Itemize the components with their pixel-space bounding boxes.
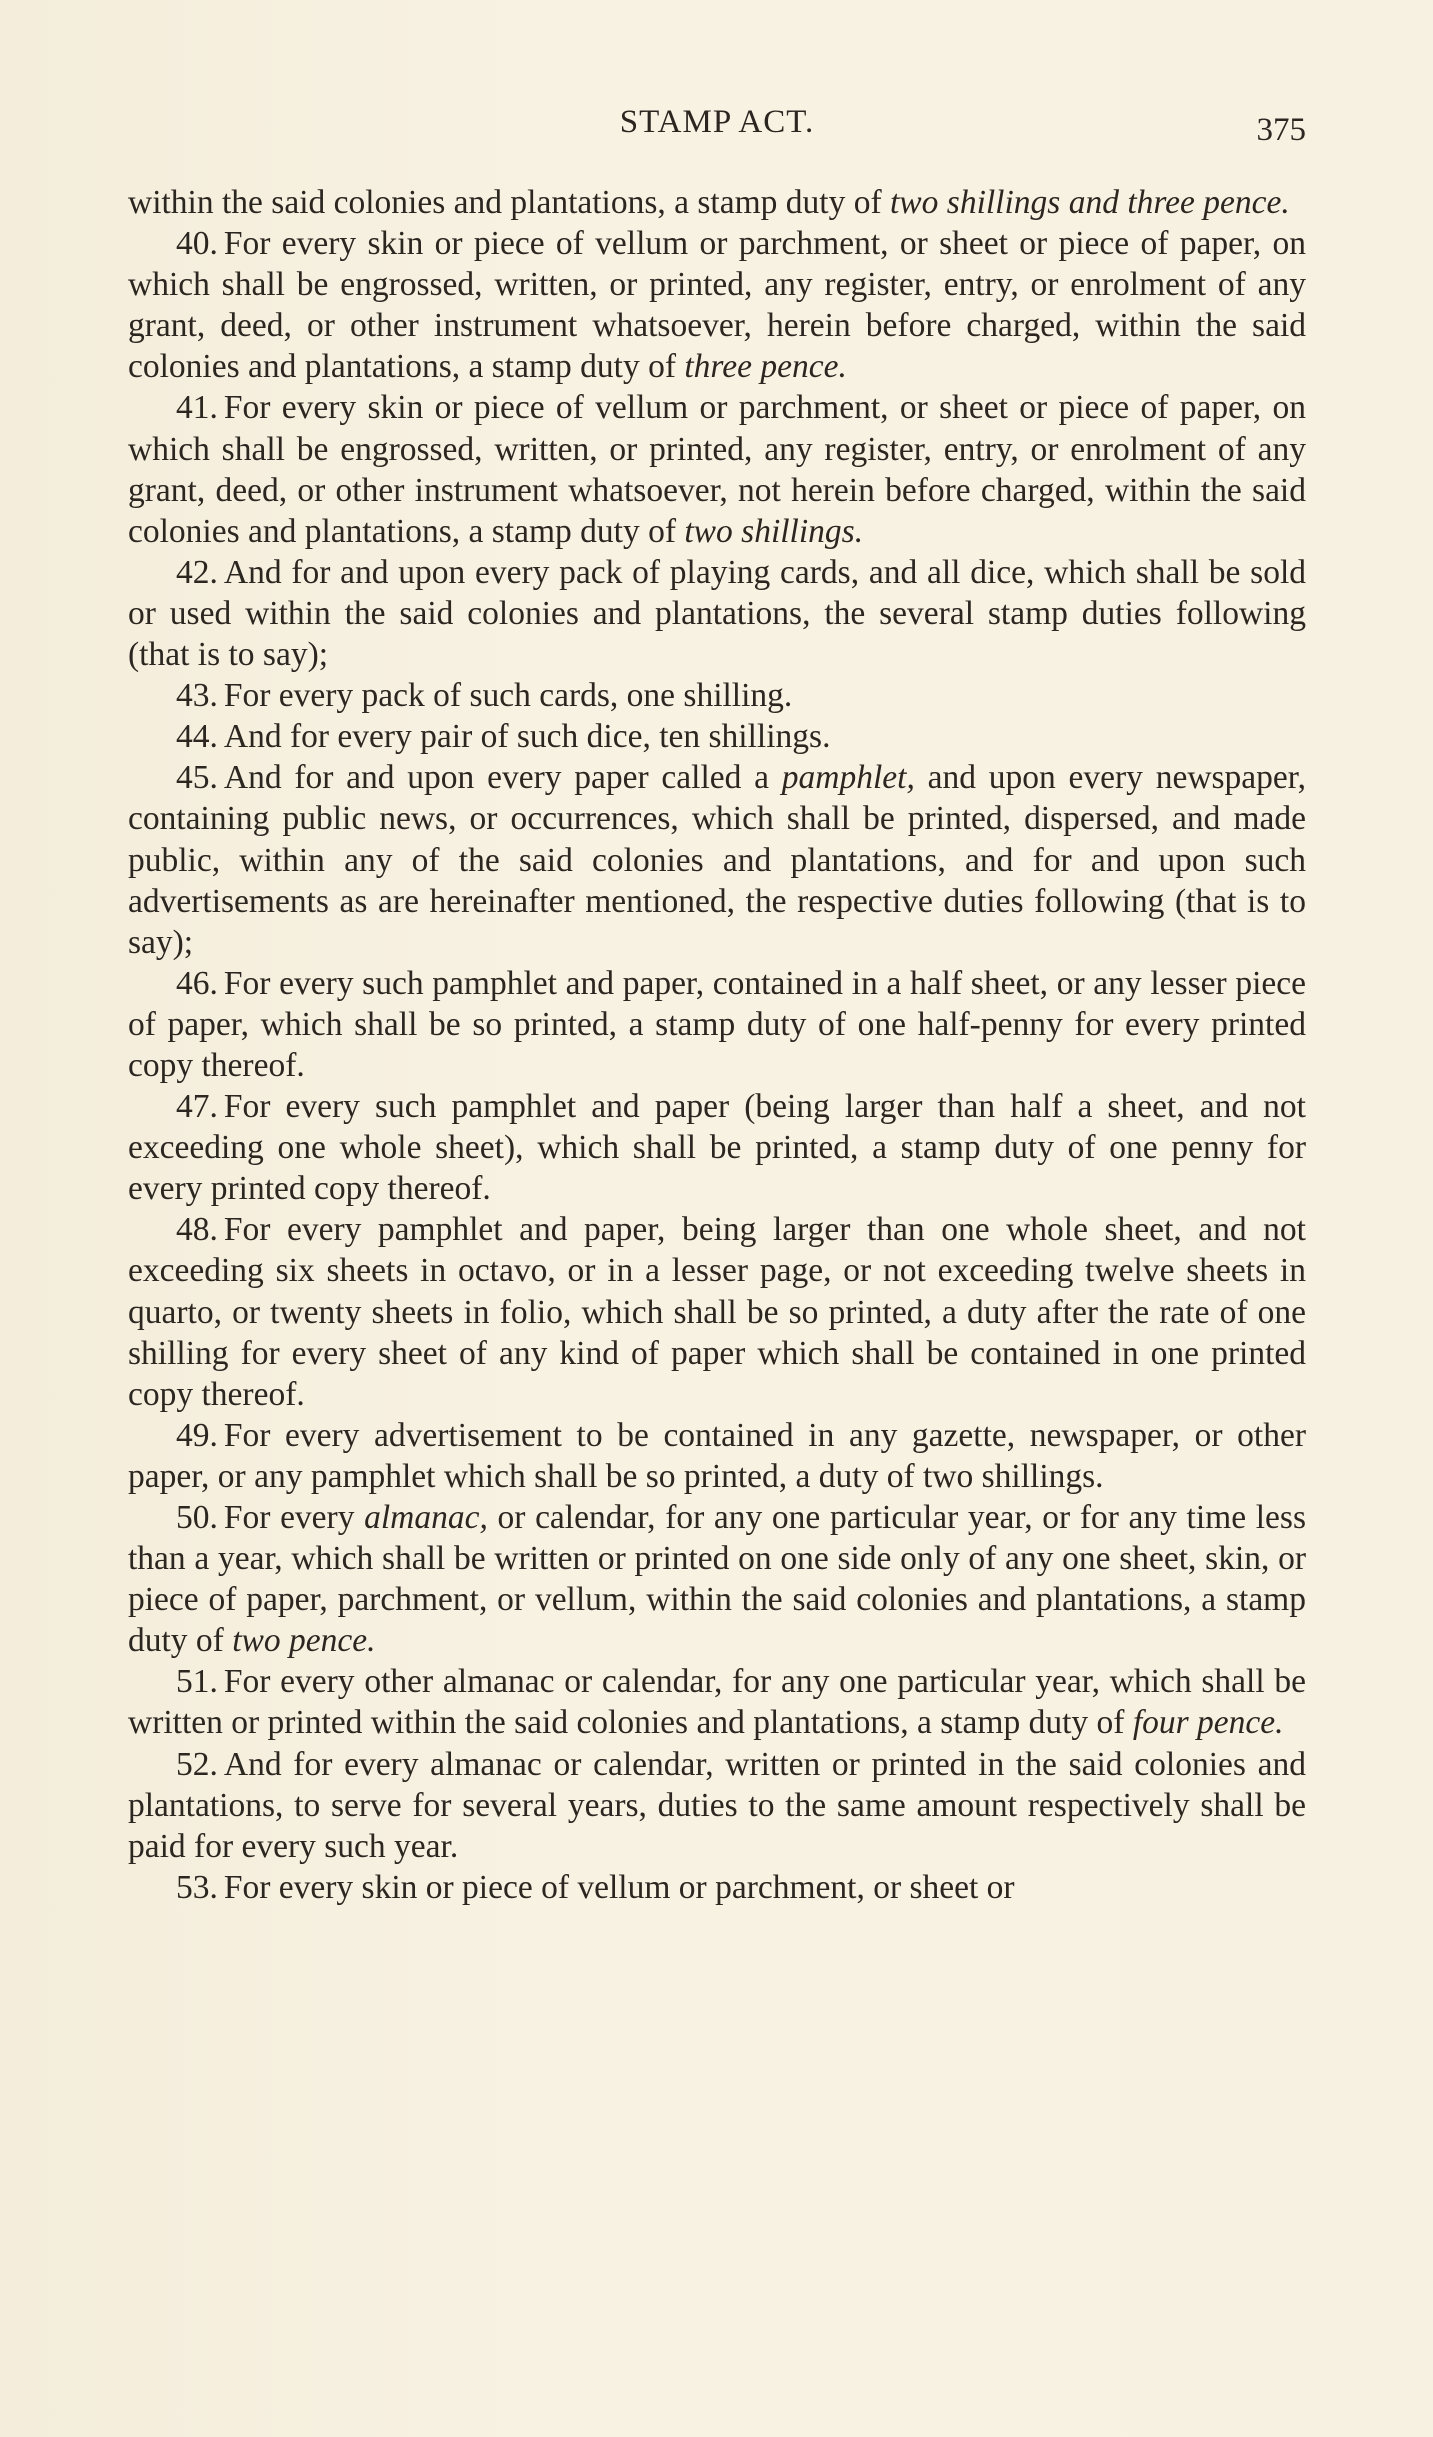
- paragraph: [128, 552, 1306, 675]
- paragraph: [128, 1497, 1306, 1661]
- text-run: And for every pair of such dice, ten shillings.: [223, 718, 831, 756]
- paragraph: [128, 1661, 1306, 1743]
- page-header: [128, 104, 1306, 154]
- paragraph: [128, 223, 1306, 387]
- italic-text: pamphlet,: [781, 759, 915, 797]
- paragraph: [128, 963, 1306, 1086]
- body-text: [128, 182, 1306, 1908]
- text-run: For every such pamphlet and paper (being larger than half a sheet, and not exceeding one whole sheet), which shall be printed, a stamp duty of one penny for every printed copy thereof.: [128, 1088, 1306, 1208]
- text-run: For every pack of such cards, one shilling.: [223, 677, 793, 715]
- italic-text: three pence.: [684, 348, 847, 386]
- paragraph: [128, 675, 1306, 716]
- running-head: STAMP ACT.: [619, 104, 815, 140]
- italic-text: two shillings.: [684, 512, 864, 550]
- text-run: For every such pamphlet and paper, contained in a half sheet, or any lesser piece of paper, which shall be so printed, a stamp duty of one half-penny for every printed copy thereof.: [128, 964, 1306, 1084]
- paragraph: [128, 1209, 1306, 1414]
- paragraph: [128, 757, 1306, 962]
- section-number: 52.: [176, 1745, 218, 1783]
- section-number: 42.: [176, 553, 218, 591]
- section-number: 53.: [176, 1868, 218, 1906]
- section-number: 50.: [176, 1499, 218, 1536]
- text-run: For every: [223, 1499, 365, 1536]
- paragraph: [128, 1744, 1306, 1867]
- paragraph: [128, 387, 1306, 551]
- text-run: For every skin or piece of vellum or parchment, or sheet or piece of paper, on which shall be engrossed, written, or printed, any register, entry, or enrolment of any grant, deed, or other instrument whatsoever, herein before charged, within the said colonies and plantations, a stamp duty of: [128, 225, 1306, 386]
- italic-text: two pence.: [232, 1622, 376, 1660]
- text-run: For every skin or piece of vellum or parchment, or sheet or: [223, 1868, 1015, 1906]
- text-run: And for every almanac or calendar, written or printed in the said colonies and plantations, to serve for several years, duties to the same amount respectively shall be paid for every such year.: [128, 1745, 1306, 1865]
- text-run: within the said colonies and plantations, a stamp duty of: [128, 184, 890, 221]
- section-number: 46.: [176, 964, 218, 1002]
- text-run: For every skin or piece of vellum or parchment, or sheet or piece of paper, on which shall be engrossed, written, or printed, any register, entry, or enrolment of any grant, deed, or other instrument whatsoever, not herein before charged, within the said colonies and plantations, a stamp duty of: [128, 389, 1306, 550]
- paragraph: [128, 1086, 1306, 1209]
- italic-text: four pence.: [1132, 1704, 1284, 1742]
- section-number: 43.: [176, 677, 218, 715]
- text-run: For every advertisement to be contained in any gazette, newspaper, or other paper, or any pamphlet which shall be so printed, a duty of two shillings.: [128, 1416, 1306, 1495]
- section-number: 45.: [176, 759, 218, 797]
- section-number: 40.: [176, 225, 218, 263]
- text-run: For every pamphlet and paper, being larger than one whole sheet, and not exceeding six sheets in octavo, or in a lesser page, or not exceeding twelve sheets in quarto, or twenty sheets in folio, which shall be so printed, a duty after the rate of one shilling for every sheet of any kind of paper which shall be contained in one printed copy thereof.: [128, 1211, 1306, 1413]
- section-number: 51.: [176, 1663, 218, 1701]
- text-run: For every other almanac or calendar, for any one particular year, which shall be written or printed within the said colonies and plantations, a stamp duty of: [128, 1663, 1306, 1742]
- section-number: 44.: [176, 718, 218, 756]
- page-number: 375: [1256, 112, 1306, 148]
- paragraph: [128, 716, 1306, 757]
- section-number: 49.: [176, 1416, 218, 1454]
- italic-text: almanac,: [364, 1499, 488, 1536]
- text-run: And for and upon every paper called a: [223, 759, 782, 797]
- paragraph: [128, 1415, 1306, 1497]
- text-run: And for and upon every pack of playing cards, and all dice, which shall be sold or used within the said colonies and plantations, the several stamp duties following (that is to say);: [128, 553, 1306, 674]
- section-number: 41.: [176, 389, 218, 427]
- text-run: or calendar, for any one particular year, or for any time less than a year, which shall be written or printed on one side only of any one sheet, skin, or piece of paper, parchment, or vellum, within the said colonies and plantations, a stamp duty of: [128, 1499, 1306, 1660]
- text-run: and upon every newspaper, containing public news, or occurrences, which shall be printed, dispersed, and made public, within any of the said colonies and plantations, and for and upon such advertisements as are hereinafter mentioned, the respective duties following (that is to say);: [128, 759, 1306, 961]
- italic-text: two shillings and three pence.: [890, 184, 1290, 221]
- paragraph: [128, 1867, 1306, 1908]
- section-number: 48.: [176, 1211, 218, 1249]
- section-number: 47.: [176, 1088, 218, 1126]
- paragraph: [128, 182, 1306, 223]
